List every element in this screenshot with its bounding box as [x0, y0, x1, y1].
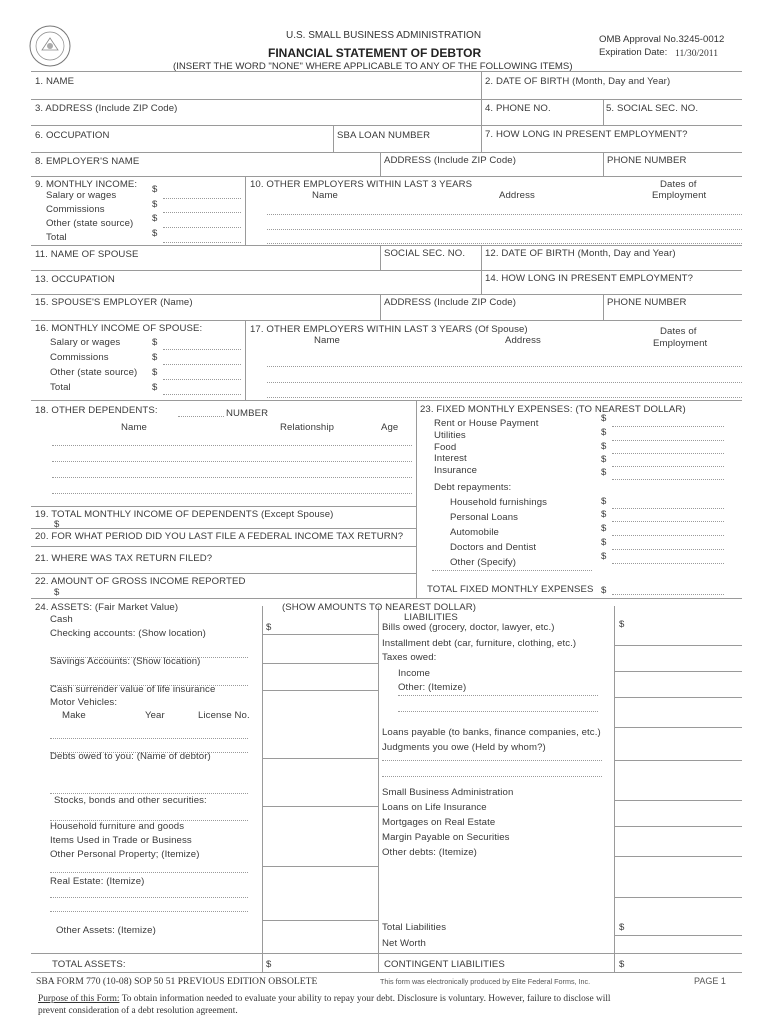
field-8-employer[interactable]: 8. EMPLOYER'S NAME — [35, 156, 140, 167]
license-label: License No. — [198, 710, 250, 721]
row-line[interactable] — [52, 461, 412, 462]
row-line[interactable] — [50, 911, 248, 912]
household-input[interactable] — [612, 508, 724, 509]
total-label: Total — [50, 382, 71, 393]
omb-approval: OMB Approval No.3245-0012 — [599, 34, 725, 45]
purpose-text — [38, 993, 611, 1017]
dollar-sign: $ — [601, 454, 607, 465]
cash-label: Cash — [50, 614, 73, 625]
dollar-sign: $ — [601, 441, 607, 452]
dollar-sign: $ — [601, 509, 607, 520]
spouse-employer-phone[interactable]: PHONE NUMBER — [607, 297, 687, 308]
field-9-income: 9. MONTHLY INCOME: — [35, 179, 138, 190]
dollar-sign: $ — [54, 519, 60, 530]
other-specify-input[interactable] — [612, 563, 724, 564]
field-17-spouse-employers: 17. OTHER EMPLOYERS WITHIN LAST 3 YEARS (Of Spouse) — [250, 324, 528, 335]
liabilities-heading: LIABILITIES — [404, 612, 458, 623]
row-line[interactable] — [52, 493, 412, 494]
net-worth-label: Net Worth — [382, 938, 426, 946]
food-input[interactable] — [612, 453, 724, 454]
total-assets-label: TOTAL ASSETS: — [52, 959, 126, 970]
rule — [31, 125, 742, 126]
interest-label: Interest — [434, 453, 467, 464]
dollar-sign: $ — [601, 467, 607, 478]
rule — [31, 573, 416, 574]
rule — [31, 294, 742, 295]
row-line[interactable] — [382, 760, 602, 761]
relationship-col: Relationship — [280, 422, 334, 433]
rule — [614, 760, 742, 761]
name-col: Name — [314, 335, 340, 346]
rule — [614, 697, 742, 698]
dependents-number-input[interactable] — [178, 416, 224, 417]
field-11-spouse-name[interactable]: 11. NAME OF SPOUSE — [35, 249, 139, 260]
other-specify-label: Other (Specify) — [450, 557, 517, 568]
total-liabilities-label: Total Liabilities — [382, 922, 447, 933]
dep-name-col: Name — [121, 422, 147, 433]
rule — [614, 727, 742, 728]
total-label: Total — [46, 232, 67, 243]
income-tax-label: Income — [398, 668, 431, 679]
rule — [31, 953, 742, 954]
rule — [262, 690, 378, 691]
other-state-label: Other (state source) — [46, 218, 134, 229]
year-label: Year — [145, 710, 165, 721]
savings-label: Savings Accounts: (Show location) — [50, 656, 201, 667]
row-line[interactable] — [52, 445, 412, 446]
purpose-body-2: prevent consideration of a debt resolution agreement. — [38, 1006, 238, 1016]
rule — [245, 320, 246, 400]
row-line[interactable] — [398, 711, 598, 712]
rule — [614, 856, 742, 857]
form-instruction: (INSERT THE WORD "NONE" WHERE APPLICABLE TO ANY OF THE FOLLOWING ITEMS) — [173, 61, 573, 72]
rule — [380, 245, 381, 270]
sba-seal-icon — [28, 24, 72, 68]
row-line[interactable] — [382, 776, 602, 777]
row-line[interactable] — [50, 872, 248, 873]
rule — [31, 506, 416, 507]
rule — [614, 645, 742, 646]
rule — [31, 528, 416, 529]
total-fixed-label: TOTAL FIXED MONTHLY EXPENSES — [427, 584, 594, 595]
rule — [614, 800, 742, 801]
employer-phone[interactable]: PHONE NUMBER — [607, 155, 687, 166]
field-21-tax-filed[interactable]: 21. WHERE WAS TAX RETURN FILED? — [35, 553, 213, 564]
contingent-label: CONTINGENT LIABILITIES — [384, 959, 505, 970]
debt-repayments-label: Debt repayments: — [434, 482, 512, 493]
dollar-sign: $ — [619, 922, 625, 933]
field-23-expenses: 23. FIXED MONTHLY EXPENSES: (TO NEAREST DOLLAR) — [420, 404, 686, 415]
items-trade-label: Items Used in Trade or Business — [50, 835, 192, 846]
dates-of-col: Dates of — [660, 179, 697, 190]
address-col: Address — [499, 190, 535, 201]
rule — [614, 671, 742, 672]
rule — [603, 294, 604, 320]
row-line[interactable] — [267, 382, 742, 383]
sba-loan-number[interactable]: SBA LOAN NUMBER — [337, 130, 431, 141]
margin-label: Margin Payable on Securities — [382, 832, 510, 843]
field-5-ssn[interactable]: 5. SOCIAL SEC. NO. — [606, 103, 699, 114]
show-amounts: (SHOW AMOUNTS TO NEAREST DOLLAR) — [282, 602, 477, 613]
row-line[interactable] — [398, 695, 598, 696]
field-14-employment[interactable]: 14. HOW LONG IN PRESENT EMPLOYMENT? — [485, 273, 694, 284]
dollar-sign: $ — [152, 352, 158, 363]
insurance-label: Insurance — [434, 465, 478, 476]
rule — [31, 245, 742, 246]
field-13-occupation[interactable]: 13. OCCUPATION — [35, 274, 115, 285]
other-input[interactable] — [163, 227, 241, 228]
dollar-sign: $ — [152, 228, 158, 239]
rule — [31, 99, 742, 100]
spouse-ssn[interactable]: SOCIAL SEC. NO. — [384, 248, 466, 259]
dollar-sign: $ — [152, 184, 158, 195]
commissions-label: Commissions — [46, 204, 105, 215]
age-col: Age — [381, 422, 399, 433]
personal-loans-input[interactable] — [612, 521, 724, 522]
rule — [245, 176, 246, 245]
salary-label: Salary or wages — [46, 190, 117, 201]
form-id: SBA FORM 770 (10-08) SOP 50 51 PREVIOUS EDITION OBSOLETE — [36, 976, 318, 987]
field-6-occupation[interactable]: 6. OCCUPATION — [35, 130, 110, 141]
rule — [262, 606, 263, 972]
form-title: FINANCIAL STATEMENT OF DEBTOR — [268, 46, 482, 60]
dollar-sign: $ — [266, 622, 272, 633]
row-line[interactable] — [50, 793, 248, 794]
employment-col: Employment — [653, 338, 708, 349]
rule — [614, 897, 742, 898]
dollar-sign: $ — [152, 199, 158, 210]
dollar-sign: $ — [601, 551, 607, 562]
field-4-phone[interactable]: 4. PHONE NO. — [485, 103, 551, 114]
purpose-label: Purpose of this Form: — [38, 994, 120, 1004]
agency-name: U.S. SMALL BUSINESS ADMINISTRATION — [286, 30, 482, 41]
rent-label: Rent or House Payment — [434, 418, 539, 429]
field-22-gross-income[interactable]: 22. AMOUNT OF GROSS INCOME REPORTED — [35, 576, 246, 587]
rule — [262, 663, 378, 664]
rule — [31, 152, 742, 153]
household-goods-label: Household furniture and goods — [50, 821, 185, 832]
row-line[interactable] — [267, 229, 742, 230]
other-specify-desc[interactable] — [432, 570, 592, 571]
dates-of-col: Dates of — [660, 326, 697, 337]
rule — [481, 245, 482, 294]
address-col: Address — [505, 335, 541, 346]
spouse-salary-input[interactable] — [163, 349, 241, 350]
rule — [31, 972, 742, 973]
salary-label: Salary or wages — [50, 337, 121, 348]
automobile-input[interactable] — [612, 535, 724, 536]
field-1-name[interactable]: 1. NAME — [35, 76, 75, 87]
rule — [262, 806, 378, 807]
field-19-dependents-income[interactable]: 19. TOTAL MONTHLY INCOME OF DEPENDENTS (Except Spouse) — [35, 509, 334, 520]
field-10-other-employers: 10. OTHER EMPLOYERS WITHIN LAST 3 YEARS — [250, 179, 473, 190]
field-18-dependents: 18. OTHER DEPENDENTS: — [35, 405, 158, 416]
row-line[interactable] — [267, 366, 742, 367]
rule — [31, 71, 742, 72]
installment-label: Installment debt (car, furniture, clothing, etc.) — [382, 638, 577, 649]
rule — [378, 606, 379, 972]
insurance-input[interactable] — [612, 479, 724, 480]
commissions-label: Commissions — [50, 352, 109, 363]
checking-label: Checking accounts: (Show location) — [50, 628, 206, 639]
automobile-label: Automobile — [450, 527, 499, 538]
utilities-label: Utilities — [434, 430, 466, 441]
rule — [380, 294, 381, 320]
commissions-input[interactable] — [163, 212, 241, 213]
rule — [614, 606, 615, 972]
employer-address[interactable]: ADDRESS (Include ZIP Code) — [384, 155, 516, 166]
mortgages-label: Mortgages on Real Estate — [382, 817, 496, 828]
sba-label: Small Business Administration — [382, 787, 514, 798]
other-personal-label: Other Personal Property; (Itemize) — [50, 849, 200, 860]
real-estate-label: Real Estate: (Itemize) — [50, 876, 145, 887]
dollar-sign: $ — [601, 413, 607, 424]
debts-owed-label: Debts owed to you: (Name of debtor) — [50, 751, 211, 762]
dollar-sign: $ — [152, 213, 158, 224]
stocks-label: Stocks, bonds and other securities: — [54, 795, 207, 806]
other-assets-label: Other Assets: (Itemize) — [56, 925, 156, 936]
interest-input[interactable] — [612, 466, 724, 467]
name-col: Name — [312, 190, 338, 201]
dollar-sign: $ — [152, 367, 158, 378]
number-label: NUMBER — [226, 408, 269, 419]
loans-payable-label: Loans payable (to banks, finance companies, etc.) — [382, 727, 601, 738]
dollar-sign: $ — [619, 959, 625, 970]
dollar-sign: $ — [601, 496, 607, 507]
expiration-label: Expiration Date: — [599, 47, 668, 58]
assets-heading: 24. ASSETS: (Fair Market Value) — [35, 602, 179, 613]
field-3-address[interactable]: 3. ADDRESS (Include ZIP Code) — [35, 103, 178, 114]
utilities-input[interactable] — [612, 440, 724, 441]
field-15-spouse-employer[interactable]: 15. SPOUSE'S EMPLOYER (Name) — [35, 297, 193, 308]
rule — [31, 320, 742, 321]
row-line[interactable] — [267, 214, 742, 215]
make-label: Make — [62, 710, 86, 721]
purpose-body: To obtain information needed to evaluate your ability to repay your debt. Disclosure is voluntary. However, failure to disclose will — [119, 994, 611, 1004]
personal-loans-label: Personal Loans — [450, 512, 519, 523]
bills-label: Bills owed (grocery, doctor, lawyer, etc.) — [382, 622, 555, 633]
spouse-employer-address[interactable]: ADDRESS (Include ZIP Code) — [384, 297, 516, 308]
dollar-sign: $ — [601, 427, 607, 438]
spouse-total-input[interactable] — [163, 394, 241, 395]
rule — [333, 125, 334, 152]
judgments-label: Judgments you owe (Held by whom?) — [382, 742, 546, 753]
doctors-label: Doctors and Dentist — [450, 542, 537, 553]
rule — [262, 866, 378, 867]
food-label: Food — [434, 442, 457, 453]
dollar-sign: $ — [152, 382, 158, 393]
rule — [603, 152, 604, 176]
rule — [31, 270, 742, 271]
row-line[interactable] — [50, 897, 248, 898]
dollar-sign: $ — [601, 523, 607, 534]
dollar-sign: $ — [266, 959, 272, 970]
dollar-sign: $ — [152, 337, 158, 348]
total-fixed-input[interactable] — [612, 594, 724, 595]
field-2-dob[interactable]: 2. DATE OF BIRTH (Month, Day and Year) — [485, 76, 671, 87]
motor-label: Motor Vehicles: — [50, 697, 118, 708]
employment-col: Employment — [652, 190, 707, 201]
cash-surrender-label: Cash surrender value of life insurance — [50, 684, 216, 695]
field-20-tax-period[interactable]: 20. FOR WHAT PERIOD DID YOU LAST FILE A FEDERAL INCOME TAX RETURN? — [35, 531, 404, 542]
rule — [603, 99, 604, 125]
field-12-spouse-dob[interactable]: 12. DATE OF BIRTH (Month, Day and Year) — [485, 248, 676, 259]
spouse-other-input[interactable] — [163, 379, 241, 380]
doctors-input[interactable] — [612, 549, 724, 550]
rule — [614, 826, 742, 827]
row-line[interactable] — [267, 397, 742, 398]
rule — [262, 920, 378, 921]
spouse-commissions-input[interactable] — [163, 364, 241, 365]
rent-input[interactable] — [612, 426, 724, 427]
row-line[interactable] — [52, 477, 412, 478]
household-label: Household furnishings — [450, 497, 548, 508]
rule — [614, 935, 742, 936]
other-state-label: Other (state source) — [50, 367, 138, 378]
rule — [31, 546, 416, 547]
rule — [481, 71, 482, 153]
life-ins-label: Loans on Life Insurance — [382, 802, 487, 813]
dollar-sign: $ — [619, 619, 625, 630]
rule — [31, 598, 742, 599]
rule — [31, 176, 742, 177]
page-number: PAGE 1 — [694, 976, 726, 986]
rule — [262, 758, 378, 759]
rule — [31, 400, 742, 401]
field-16-spouse-income: 16. MONTHLY INCOME OF SPOUSE: — [35, 323, 203, 334]
total-input[interactable] — [163, 242, 241, 243]
field-7-employment[interactable]: 7. HOW LONG IN PRESENT EMPLOYMENT? — [485, 129, 688, 140]
produced-by: This form was electronically produced by Elite Federal Forms, Inc. — [380, 977, 591, 986]
row-line[interactable] — [50, 738, 248, 739]
rule — [416, 400, 417, 598]
rule — [262, 634, 378, 635]
other-tax-label: Other: (Itemize) — [398, 682, 467, 693]
dollar-sign: $ — [54, 587, 60, 598]
taxes-label: Taxes owed: — [382, 652, 437, 663]
dollar-sign: $ — [601, 537, 607, 548]
salary-input[interactable] — [163, 198, 241, 199]
dollar-sign: $ — [601, 585, 607, 596]
rule — [380, 152, 381, 176]
expiration-date: 11/30/2011 — [675, 48, 718, 59]
row-line[interactable] — [267, 243, 742, 244]
other-debts-label: Other debts: (Itemize) — [382, 847, 477, 858]
